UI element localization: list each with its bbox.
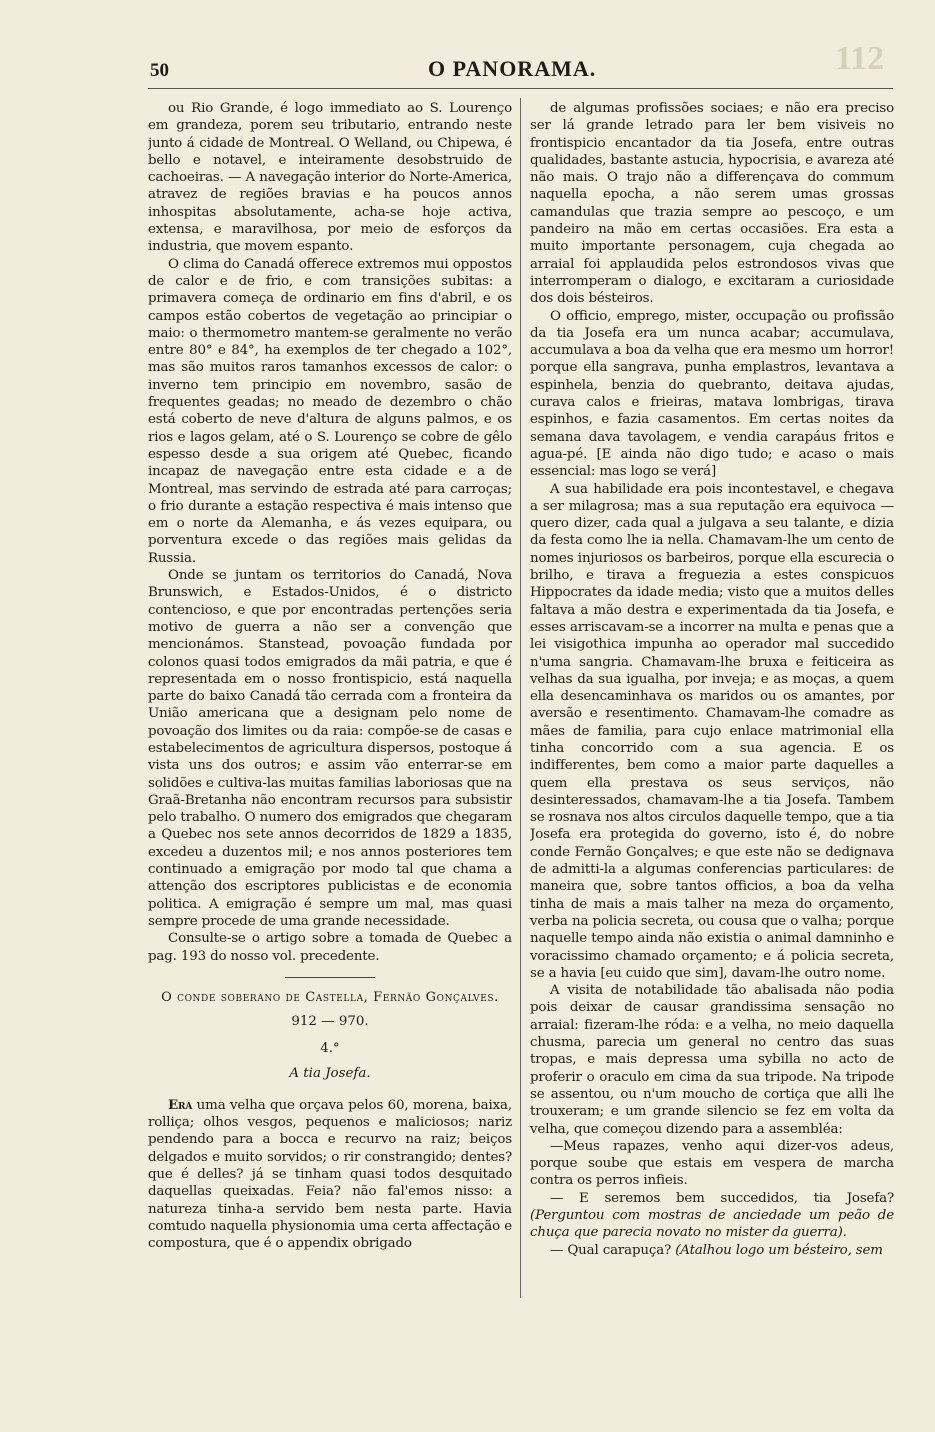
dialogue-aside: (Perguntou com mostras de anciedade um peão de chuça que parecia novato no mister da guerra). — [530, 1208, 894, 1241]
article-dates: 912 — 970. — [291, 1013, 369, 1029]
body-paragraph: de algumas profissões sociaes; e não era preciso ser lá grande letrado para ler bem visiveis no frontispicio encantador da tia Josefa, entre outras qualidades, bastante astucia, hypocrisia, e avareza até não mais. O trajo não a differençava do commum naquella epocha, a não serem umas grossas camandulas que trazia sempre ao pescoço, e um pandeiro na mão em certas occasiões. Era esta a muito importante personagem, cuja chegada ao arraial foi applaudida pelos estrondosos vivas que interromperam o dialogo, e excitaram a curiosidade dos dois bésteiros. — [530, 101, 894, 307]
body-paragraph: O clima do Canadá offerece extremos mui oppostos de calor e de frio, e com transições subitas: a primavera começa de ordinario em fins d'abril, e os campos estão cobertos de vegetação ao principiar o maio: o thermometro mantem-se geralmente no verão entre 80° e 84°, ha exemplos de ter chegado a 102°, mas são muitos raros tamanhos excessos de calor: o inverno tem principio em novembro, sasão de frequentes geadas; no meado de dezembro o chão está coberto de neve d'altura de alguns palmos, e os rios e lagos gelam, até o S. Lourenço se cobre de gêlo espesso desde a sua origem até Quebec, ficando incapaz de navegação entre esta cidade e a de Montreal, mas servindo de estrada até para carroças; o frio durante a estação respectiva é mais intenso que em o norte da Alemanha, e ás vezes equipara, ou porventura excede o das regiões mais gelidas da Russia. — [148, 256, 512, 566]
header-rule — [148, 88, 893, 89]
body-paragraph: A visita de notabilidade tão abalisada não podia pois deixar de causar grandissima sensação no arraial: fizeram-lhe róda: e a velha, no meio daquella chusma, parecia um general no centro das suas tropas, e mais depressa uma sybilla no acto de proferir o oraculo em cima da sua tripode. Na tripode se assentou, ou n'um moucho de cortiça que alli lhe trouxeram; e um grande silencio se fez em volta da velha, que começou dizendo para a assembléa: — [530, 983, 894, 1137]
dialogue-line — [530, 1242, 894, 1259]
story-opening-text: uma velha que orçava pelos 60, morena, baixa, rolliça; olhos vesgos, pequenos e maliciosos; nariz pendendo para a bocca e recurvo na raiz; beiços delgados e muito sorvidos; o rir constrangido; dentes? que é delles? já se tinham quasi todos desquitado daquellas queixadas. Feia? não fal'emos nisso: a natureza tinha-a servido bem nesta parte. Havia comtudo naquella physionomia uma certa affectação e compostura, que é o appendix obrigado — [148, 1097, 512, 1252]
chapter-number: 4.° — [320, 1041, 340, 1057]
section-divider — [285, 977, 375, 978]
show-through-page-mark: 112 — [835, 40, 885, 77]
dialogue-line: —Meus rapazes, venho aqui dizer-vos adeus, porque soube que estais em vespera de marcha contra os perros infieis. — [530, 1138, 894, 1189]
body-paragraph: Onde se juntam os territorios do Canadá, Nova Brunswich, e Estados-Unidos, é o districto contencioso, e que por encontradas pertenções seria motivo de guerra a não ser a convenção que mencionámos. Stanstead, povoação fundada por colonos quasi todos emigrados da mãi patria, e que é representada em o nosso frontispicio, está naquella parte do baixo Canadá tão cerrada com a fronteira da União americana que a designam pelo nome de povoação dos limites ou da raia: compõe-se de casas e estabelecimentos de agricultura dispersos, postoque á vista uns dos outros; e assim vão enterrar-se em solidões e cultiva-las muitas familias laboriosas que na Graã-Bretanha não encontram recursos para subsistir pelo trabalho. O numero dos emigrados que chegaram a Quebec nos sete annos decorridos de 1829 a 1835, excedeu a duzentos mil; e nos annos posteriores tem continuado a emigração por modo tal que chama a attenção dos escriptores publicistas e de economia politica. A emigração é sempre um mal, mas quasi sempre procede de uma grande necessidade. — [148, 568, 512, 929]
body-paragraph: ou Rio Grande, é logo immediato ao S. Lourenço em grandeza, porem seu tributario, entrando neste junto á cidade de Montreal. O Welland, ou Chipewa, é bello e notavel, e inteiramente desobstruido de cachoeiras. — A navegação interior do Norte-America, atravez de regiões bravias e ha poucos annos inhospitas absolutamente, acha-se hoje activa, extensa, e maravilhosa, por meio de esforços da industria, que movem espanto. — [148, 101, 512, 255]
dialogue-line — [530, 1190, 894, 1242]
body-paragraph: A sua habilidade era pois incontestavel, e chegava a ser milagrosa; mas a sua reputação era equivoca — quero dizer, cada qual a julgava a seu talante, e dizia da festa como lhe ia nella. Chamavam-lhe um cento de nomes injuriosos os barbeiros, porque ella escurecia o brilho, e tirava a freguezia a estes conspicuos Hippocrates da idade media; visto que a muitos delles faltava a mão destra e experimentada da tia Josefa, e esses arriscavam-se a incorrer na multa e penas que a lei visigothica impunha ao operador mal succedido n'uma sangria. Chamavam-lhe bruxa e feiticeira as velhas da sua igualha, por inveja; e as moças, a quem ella desencaminhava os maridos ou os amantes, por aversão e resentimento. Chamavam-lhe comadre as mães de familia, para cujo enlace matrimonial ella tinha concorrido com a sua agencia. E os indifferentes, bem como a maior parte daquelles a quem ella prestava os seus serviços, não desinteressados, chamavam-lhe a tia Josefa. Tambem se rosnava nos altos circulos daquelle tempo, que a tia Josefa era protegida do governo, isto é, do nobre conde Fernão Gonçalves; e que este não se dedignava de admitti-la a algumas conferencias particulares: de maneira que, sobre tantos officios, a boa da velha tinha de mais a mais talher na meza do orçamento, verba na policia secreta, ou cousa que o valha; porque naquelle tempo ainda não existia o animal damninho e voracissimo chamado orçamento; e á policia secreta, se a havia [eu cuido que sim], davam-lhe outro nome. — [530, 481, 894, 981]
body-paragraph: O officio, emprego, mister, occupação ou profissão da tia Josefa era um nunca acabar; accumulava, accumulava a boa da velha que era mesmo um horror! porque ella sangrava, punha emplastros, levantava a espinhela, benzia do quebranto, deitava ajudas, curava calos e frieiras, matava lombrigas, tirava espinhos, e fazia casamentos. Em certas noites da semana dava tavolagem, e vendia carapáus fritos e agua-pé. [E ainda não digo tudo; e acaso o mais essencial: mas logo se verá] — [530, 308, 894, 480]
column-divider — [520, 98, 521, 1298]
article-heading: O conde soberano de Castella, Fernão Gonçalves. — [161, 989, 499, 1005]
page-number: 50 — [150, 60, 169, 81]
right-column — [530, 100, 894, 1290]
running-title: O PANORAMA. — [428, 56, 597, 81]
chapter-title: A tia Josefa. — [289, 1066, 371, 1082]
left-column — [148, 100, 512, 1270]
dialogue-speech: — Qual carapuça? — [550, 1242, 676, 1258]
dialogue-speech: — E seremos bem succedidos, tia Josefa? — [550, 1190, 894, 1206]
body-paragraph: Consulte-se o artigo sobre a tomada de Quebec a pag. 193 do nosso vol. precedente. — [148, 931, 512, 964]
dialogue-aside: (Atalhou logo um bésteiro, sem — [675, 1242, 883, 1258]
story-first-word: Era — [168, 1096, 193, 1113]
story-opening-paragraph — [148, 1097, 512, 1253]
